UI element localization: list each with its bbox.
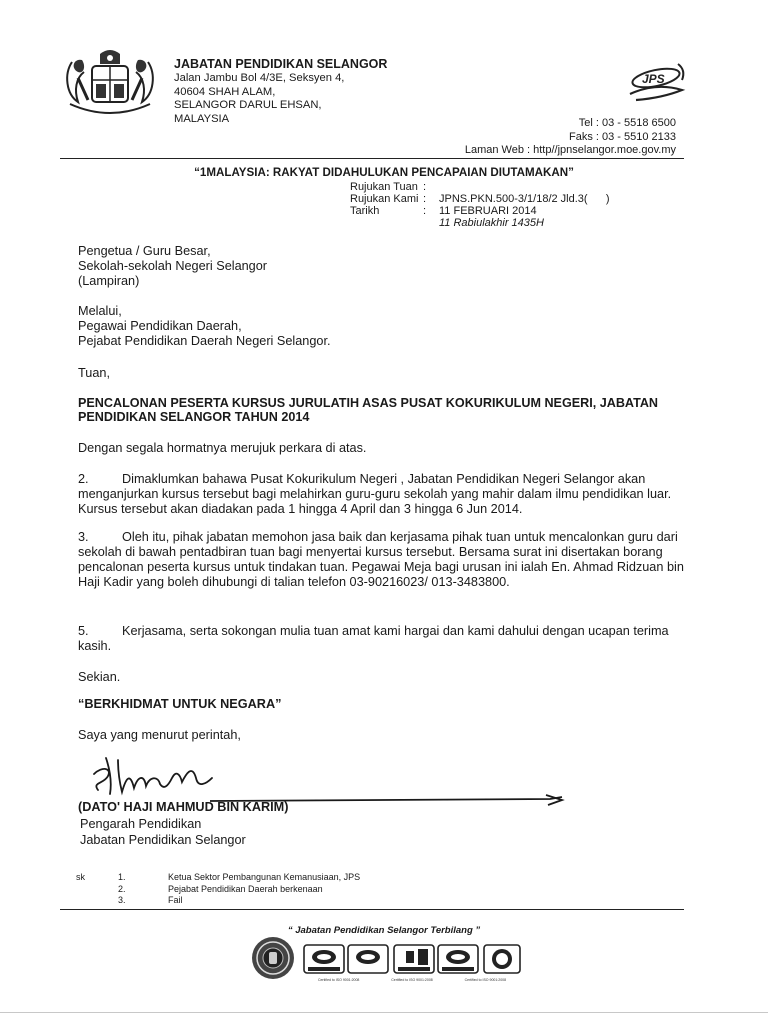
signer-title-line: Jabatan Pendidikan Selangor bbox=[80, 833, 246, 847]
paragraph-1: Dengan segala hormatnya merujuk perkara di atas. bbox=[78, 441, 367, 455]
tel-text: Tel : 03 - 5518 6500 bbox=[578, 117, 676, 129]
ref-value: 11 FEBRUARI 2014 bbox=[439, 205, 537, 217]
paragraph-number: 5. bbox=[78, 624, 89, 638]
paragraph-text: Oleh itu, pihak jabatan memohon jasa baik dan kerjasama pihak tuan untuk mencalonkan guru dari sekolah di bawah pentadbiran tuan bagi menyertai kursus tersebut. Bersama surat ini disertakan borang pencalonan peserta kursus untuk tindakan tuan. Pegawai Meja bagi urusan ini ialah En. Ahmad Ridzuan bin Haji Kadir yang boleh dihubungi di talian telefon 03-90216023/ 013-3483800. bbox=[78, 530, 684, 589]
via-line: Melalui, bbox=[78, 304, 122, 318]
paragraph-text: Kerjasama, serta sokongan mulia tuan amat kami hargai dan kami dahului dengan ucapan terima kasih. bbox=[78, 624, 669, 653]
cc-text: Fail bbox=[168, 895, 183, 905]
paragraph-3 bbox=[78, 530, 688, 590]
ref-row-tuan bbox=[350, 181, 610, 193]
salutation: Tuan, bbox=[78, 366, 110, 380]
signer-title-line: Pengarah Pendidikan bbox=[80, 817, 202, 831]
reference-block bbox=[350, 181, 610, 229]
recipient-line: (Lampiran) bbox=[78, 274, 140, 288]
header-divider bbox=[60, 158, 684, 159]
recipient-block bbox=[78, 244, 267, 289]
jps-logo-text: JPS bbox=[642, 72, 665, 86]
list-item bbox=[118, 895, 360, 907]
signature-icon bbox=[88, 748, 238, 798]
ref-row-tarikh bbox=[350, 205, 610, 217]
cc-number: 2. bbox=[118, 883, 126, 894]
cert-caption: Certified to ISO 9001:2008 bbox=[464, 978, 507, 982]
cc-text: Ketua Sektor Pembangunan Kemanusiaan, JPS bbox=[168, 872, 361, 882]
address-line: 40604 SHAH ALAM, bbox=[174, 85, 276, 98]
footer-divider bbox=[60, 909, 684, 910]
ref-row-kami bbox=[350, 193, 610, 205]
signer-title bbox=[80, 816, 246, 848]
recipient-line: Sekolah-sekolah Negeri Selangor bbox=[78, 259, 268, 273]
contact-info bbox=[465, 117, 676, 158]
closing-sekian: Sekian. bbox=[78, 670, 121, 684]
ref-label: Rujukan Tuan bbox=[350, 181, 418, 193]
list-item bbox=[118, 872, 360, 884]
footer-slogan: “ Jabatan Pendidikan Selangor Terbilang ” bbox=[287, 925, 481, 936]
cc-list bbox=[118, 872, 360, 907]
cc-number: 1. bbox=[118, 872, 126, 882]
ref-label: Tarikh bbox=[350, 205, 380, 217]
paragraph-number: 2. bbox=[78, 472, 89, 486]
web-text: Laman Web : http//jpnselangor.moe.gov.my bbox=[464, 144, 676, 156]
via-line: Pegawai Pendidikan Daerah, bbox=[78, 319, 242, 333]
via-block bbox=[78, 304, 331, 349]
certification-captions bbox=[302, 978, 522, 982]
page-edge-line bbox=[0, 1012, 768, 1013]
paragraph-text: Dimaklumkan bahawa Pusat Kokurikulum Negeri , Jabatan Pendidikan Negeri Selangor akan menganjurkan kursus tersebut bagi melahirkan guru-guru sekolah yang mahir dalam ilmu pendidikan luar. Kursus tersebut akan diadakan pada 1 hingga 4 April dan 3 hingga 6 Jun 2014. bbox=[78, 472, 672, 516]
ref-label: Rujukan Kami bbox=[350, 193, 419, 205]
recipient-line: Pengetua / Guru Besar, bbox=[78, 244, 211, 258]
cc-label: sk bbox=[76, 872, 85, 882]
org-name: JABATAN PENDIDIKAN SELANGOR bbox=[174, 57, 388, 71]
letter-subject: PENCALONAN PESERTA KURSUS JURULATIH ASAS PUSAT KOKURIKULUM NEGERI, JABATAN PENDIDIKAN SELANGOR TAHUN 2014 bbox=[78, 396, 659, 424]
quality-seal-icon bbox=[250, 935, 296, 981]
via-line: Pejabat Pendidikan Daerah Negeri Selangor. bbox=[78, 334, 331, 348]
hijri-date: 11 Rabiulakhir 1435H bbox=[439, 217, 544, 229]
paragraph-number: 3. bbox=[78, 530, 89, 544]
cc-text: Pejabat Pendidikan Daerah berkenaan bbox=[168, 883, 323, 894]
coat-of-arms-icon bbox=[60, 44, 160, 122]
cert-caption: Certified to ISO 9001:2008 bbox=[391, 978, 433, 982]
certification-badges-icon bbox=[302, 943, 522, 989]
list-item bbox=[118, 884, 360, 896]
address-line: SELANGOR DARUL EHSAN, bbox=[174, 99, 322, 112]
signer-name: (DATO' HAJI MAHMUD BIN KARIM) bbox=[78, 800, 289, 814]
closing-slogan: “BERKHIDMAT UNTUK NEGARA” bbox=[78, 697, 282, 711]
fax-text: Faks : 03 - 5510 2133 bbox=[568, 130, 676, 143]
ref-colon: : bbox=[423, 205, 427, 217]
ref-value: JPNS.PKN.500-3/1/18/2 Jld.3( ) bbox=[439, 193, 610, 205]
paragraph-2 bbox=[78, 472, 688, 517]
cert-caption: Certified to ISO 9001:2008 bbox=[317, 978, 360, 982]
org-address bbox=[174, 72, 344, 126]
paragraph-5 bbox=[78, 624, 688, 654]
address-line: MALAYSIA bbox=[174, 112, 230, 125]
cc-number: 3. bbox=[118, 895, 126, 905]
motto: “1MALAYSIA: RAKYAT DIDAHULUKAN PENCAPAIAN DIUTAMAKAN” bbox=[194, 166, 574, 179]
address-line: Jalan Jambu Bol 4/3E, Seksyen 4, bbox=[174, 72, 345, 84]
jps-logo-icon bbox=[622, 60, 690, 106]
ref-colon: : bbox=[423, 193, 427, 205]
closing-order: Saya yang menurut perintah, bbox=[78, 728, 241, 742]
ref-colon: : bbox=[423, 181, 427, 193]
